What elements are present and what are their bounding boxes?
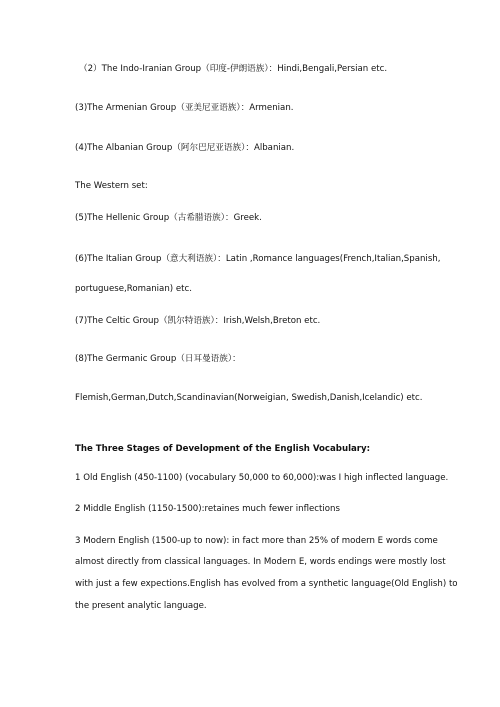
albanian-group-line: (4)The Albanian Group（阿尔巴尼亚语族）：Albanian. <box>75 143 295 153</box>
celtic-group-line: (7)The Celtic Group（凯尔特语族）：Irish,Welsh,Breton etc. <box>75 316 321 326</box>
armenian-group-line: (3)The Armenian Group（亚美尼亚语族）：Armenian. <box>75 103 294 113</box>
old-english-line: 1 Old English (450-1100) (vocabulary 50,000 to 60,000):was I high inflected language. <box>75 473 449 483</box>
germanic-group-line: (8)The Germanic Group（日耳曼语族）： <box>75 354 241 364</box>
italian-group-line-continued: portuguese,Romanian) etc. <box>75 284 192 294</box>
germanic-languages-line: Flemish,German,Dutch,Scandinavian(Norweigian, Swedish,Danish,Icelandic) etc. <box>75 393 423 403</box>
modern-english-line-3: with just a few expections.English has evolved from a synthetic language(Old English) to <box>75 579 458 589</box>
indo-iranian-group-line: （2）The Indo-Iranian Group（印度-伊朗语族）：Hindi,Bengali,Persian etc. <box>79 64 388 74</box>
modern-english-line-4: the present analytic language. <box>75 601 207 611</box>
modern-english-line-2: almost directly from classical languages. In Modern E, words endings were mostly lost <box>75 557 446 567</box>
middle-english-line: 2 Middle English (1150-1500):retaines much fewer inflections <box>75 504 340 514</box>
three-stages-heading: The Three Stages of Development of the English Vocabulary: <box>75 444 371 454</box>
modern-english-line-1: 3 Modern English (1500-up to now): in fact more than 25% of modern E words come <box>75 536 438 546</box>
hellenic-group-line: (5)The Hellenic Group（古希腊语族）：Greek. <box>75 213 262 223</box>
western-set-heading: The Western set: <box>75 181 148 191</box>
italian-group-line: (6)The Italian Group（意大利语族）：Latin ,Romance languages(French,Italian,Spanish, <box>75 254 441 264</box>
